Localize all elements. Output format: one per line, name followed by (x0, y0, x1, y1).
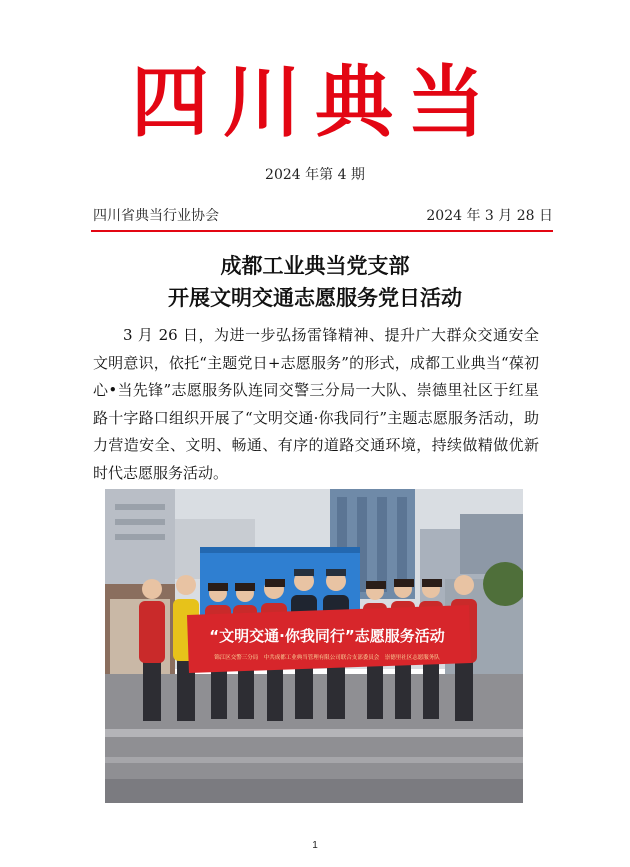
article-title-line2: 开展文明交通志愿服务党日活动 (168, 285, 462, 310)
event-banner (187, 605, 471, 673)
banner-text: “文明交通·你我同行”志愿服务活动 (209, 627, 445, 645)
banner-subtext: 锦江区交警三分局 中共成都工业典当管理有限公司联合支部委员会 崇德里社区志愿服务队 (214, 655, 440, 661)
masthead-title: 四川典当 (130, 57, 499, 148)
publish-date: 2024 年 3 月 28 日 (426, 208, 553, 224)
header-divider (91, 230, 553, 232)
event-photo (105, 489, 523, 803)
article-body: 3 月 26 日，为进一步弘扬雷锋精神、提升广大群众交通安全文明意识，依托“主题党日+志愿服务”的形式，成都工业典当“葆初心•当先锋”志愿服务队连同交警三分局一大队、崇德里社区于红星路十字路口组织开展了“文明交通·你我同行”主题志愿服务活动，助力营造安全、文明、畅通、有序的道路交通环境，持续做精做优新时代志愿服务活动。 (93, 326, 539, 482)
issue-number: 2024 年第 4 期 (265, 167, 365, 183)
article-title-line1: 成都工业典当党支部 (220, 253, 410, 278)
publisher-name: 四川省典当行业协会 (93, 208, 219, 224)
page-number: 1 (312, 840, 318, 851)
